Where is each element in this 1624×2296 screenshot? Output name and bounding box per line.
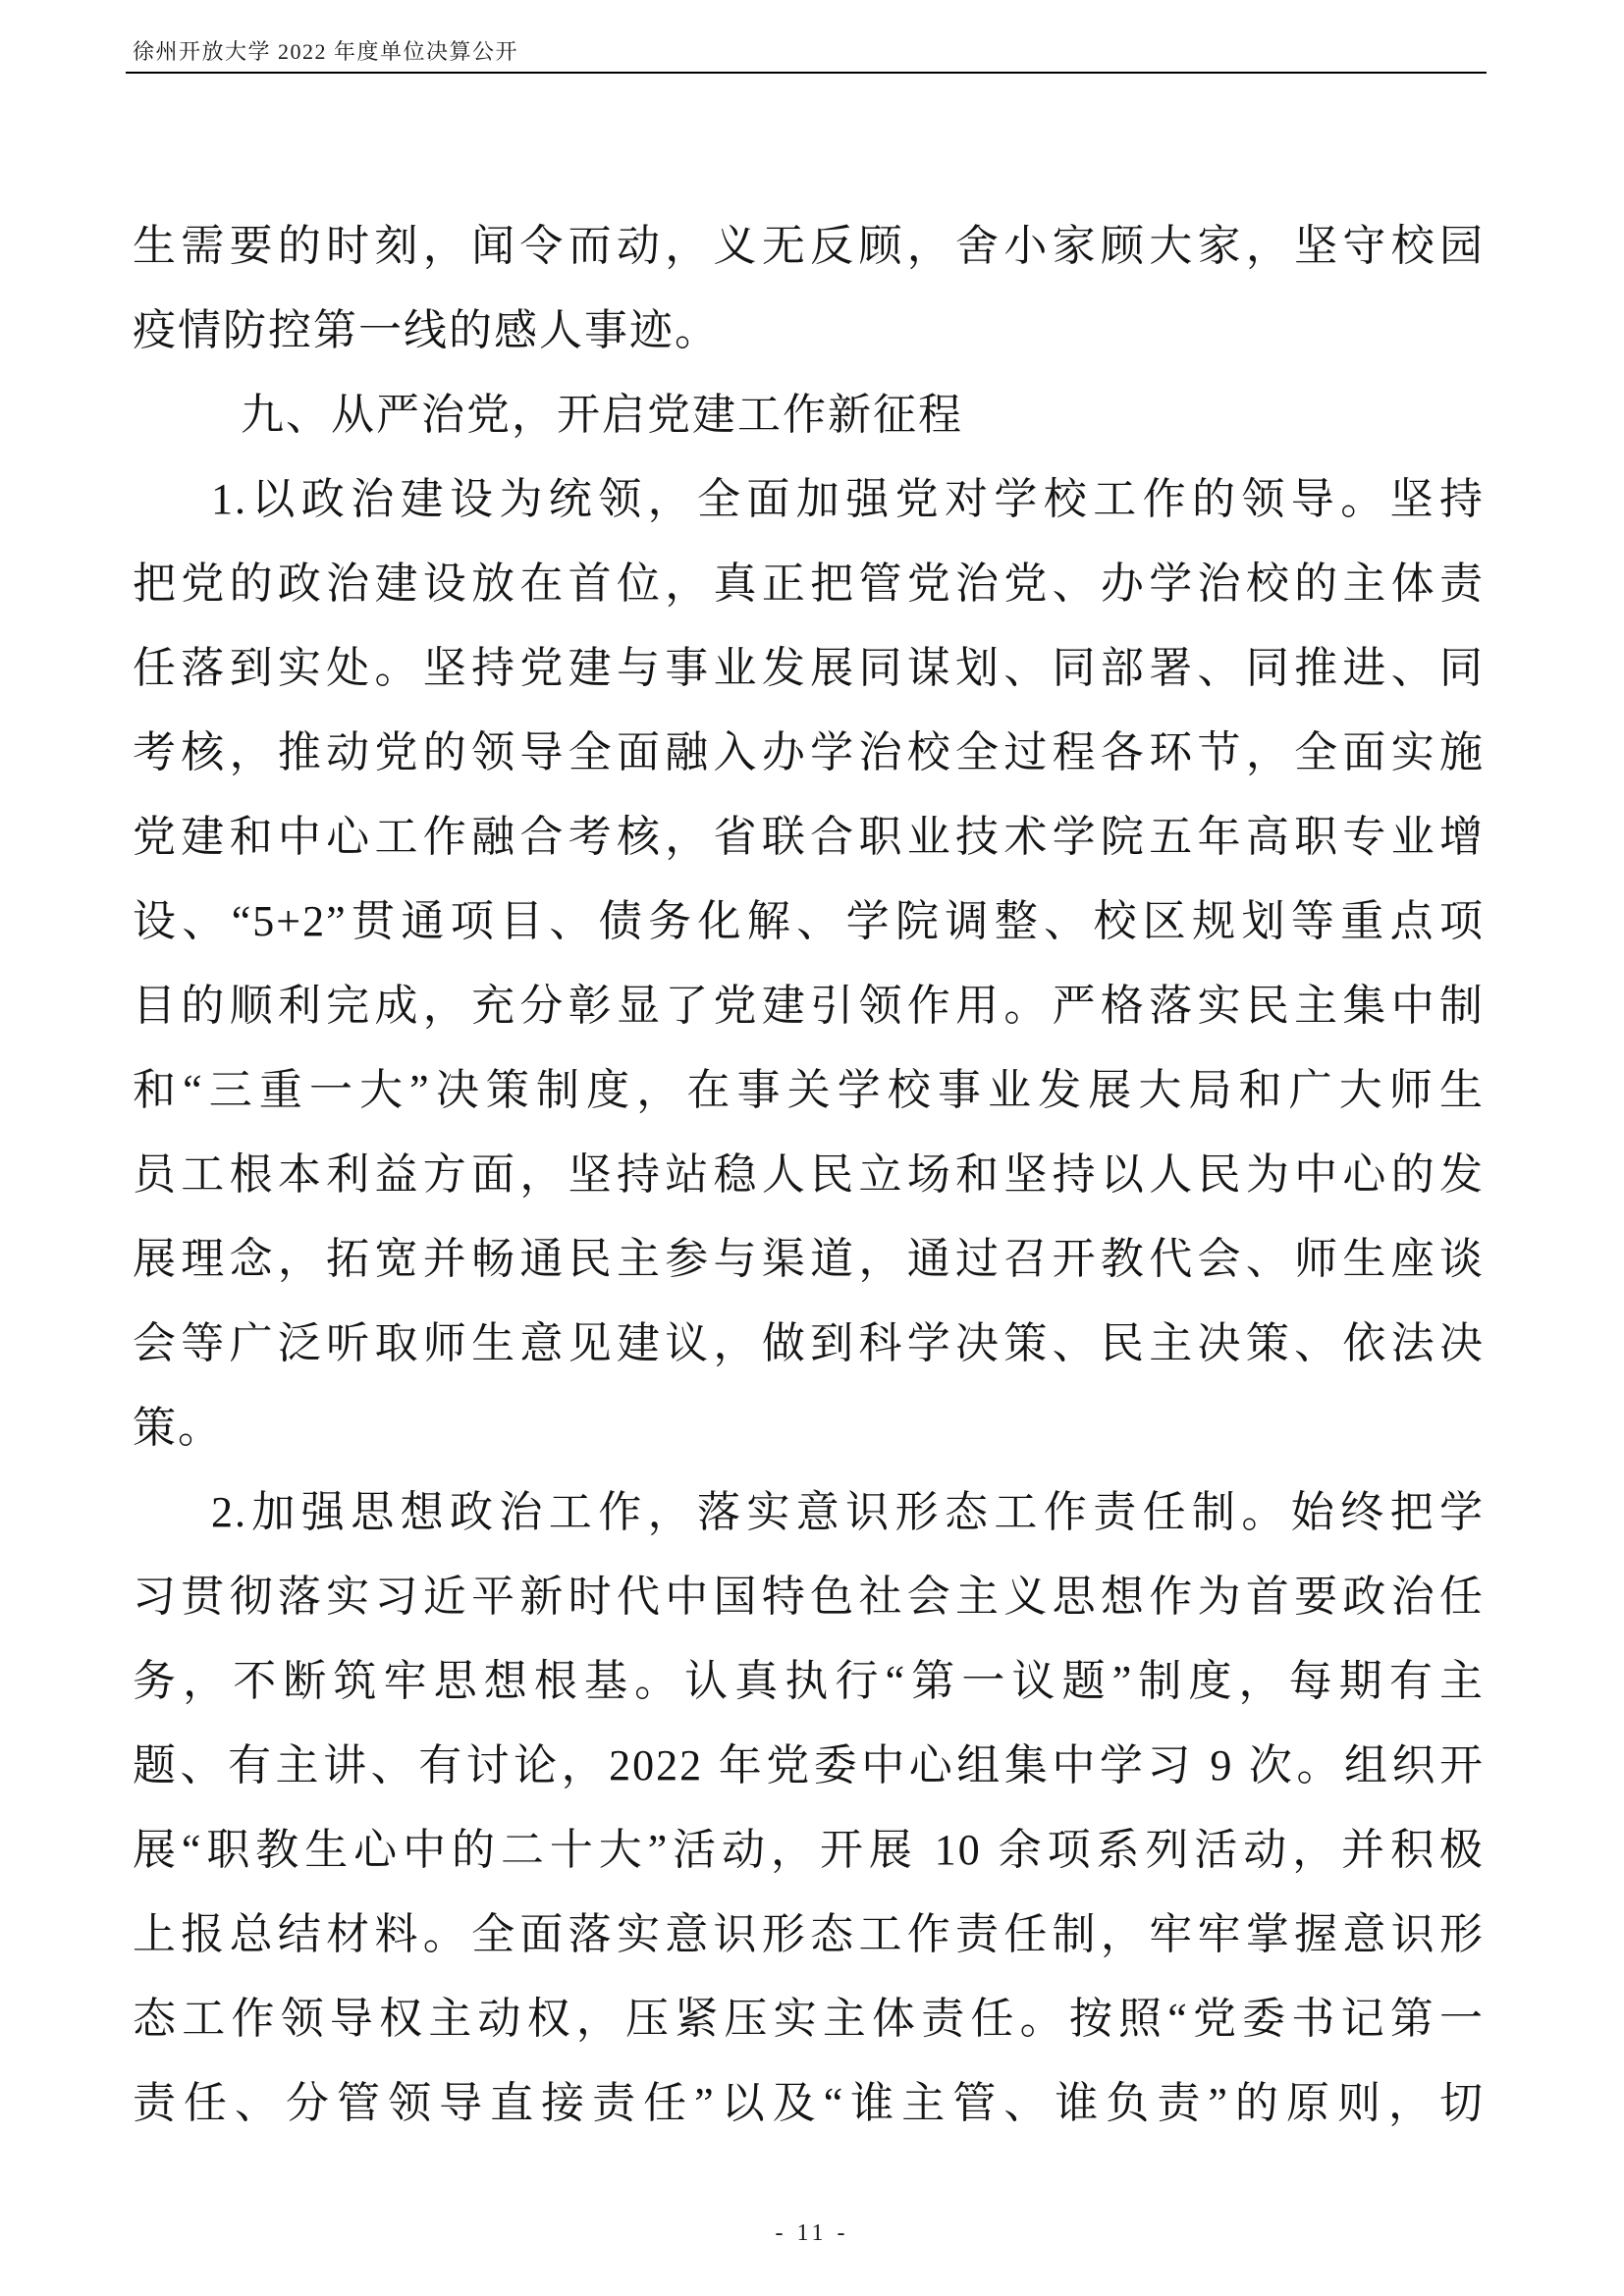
- text-line: 上报总结材料。全面落实意识形态工作责任制，牢牢掌握意识形: [133, 1910, 1485, 1958]
- text-line: 九、从严治党，开启党建工作新征程: [241, 391, 963, 439]
- text-line: 会等广泛听取师生意见建议，做到科学决策、民主决策、依法决: [133, 1319, 1485, 1367]
- text-line: 态工作领导权主动权，压紧压实主体责任。按照“党委书记第一: [133, 1995, 1485, 2043]
- text-line: 员工根本利益方面，坚持站稳人民立场和坚持以人民为中心的发: [133, 1150, 1485, 1199]
- text-line: 任落到实处。坚持党建与事业发展同谋划、同部署、同推进、同: [133, 644, 1485, 692]
- text-line: 设、“5+2”贯通项目、债务化解、学院调整、校区规划等重点项: [133, 897, 1485, 945]
- page-header-title: 徐州开放大学 2022 年度单位决算公开: [133, 39, 519, 64]
- text-line: 1.以政治建设为统领，全面加强党对学校工作的领导。坚持: [211, 475, 1485, 523]
- text-line: 党建和中心工作融合考核，省联合职业技术学院五年高职专业增: [133, 813, 1485, 861]
- text-line: 习贯彻落实习近平新时代中国特色社会主义思想作为首要政治任: [133, 1573, 1485, 1621]
- text-line: 题、有主讲、有讨论，2022 年党委中心组集中学习 9 次。组织开: [133, 1741, 1485, 1789]
- text-line: 2.加强思想政治工作，落实意识形态工作责任制。始终把学: [211, 1488, 1485, 1536]
- text-line: 疫情防控第一线的感人事迹。: [133, 306, 720, 354]
- text-line: 展理念，拓宽并畅通民主参与渠道，通过召开教代会、师生座谈: [133, 1235, 1485, 1283]
- text-line: 和“三重一大”决策制度，在事关学校事业发展大局和广大师生: [133, 1066, 1485, 1114]
- text-line: 务，不断筑牢思想根基。认真执行“第一议题”制度，每期有主: [133, 1657, 1485, 1705]
- text-line: 考核，推动党的领导全面融入办学治校全过程各环节，全面实施: [133, 728, 1485, 776]
- header-divider: [126, 72, 1487, 74]
- document-body: [133, 204, 1485, 2146]
- text-line: 策。: [133, 1404, 223, 1452]
- text-line: 把党的政治建设放在首位，真正把管党治党、办学治校的主体责: [133, 560, 1485, 608]
- text-line: 责任、分管领导直接责任”以及“谁主管、谁负责”的原则，切: [133, 2079, 1485, 2127]
- page-number: - 11 -: [775, 2220, 849, 2246]
- text-line: 展“职教生心中的二十大”活动，开展 10 余项系列活动，并积极: [133, 1826, 1485, 1874]
- text-line: 目的顺利完成，充分彰显了党建引领作用。严格落实民主集中制: [133, 982, 1485, 1030]
- text-line: 生需要的时刻，闻令而动，义无反顾，舍小家顾大家，坚守校园: [133, 222, 1485, 270]
